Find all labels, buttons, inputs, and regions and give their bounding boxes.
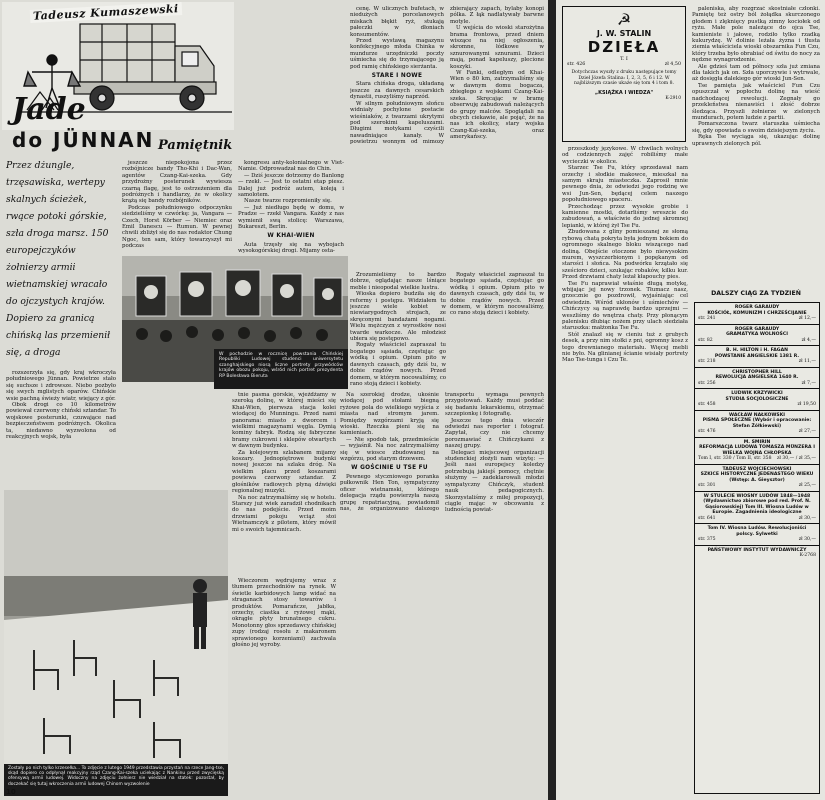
book-price: zł 30,— / zł 35,— — [776, 456, 816, 461]
paragraph: paleniska, aby rozgrzać skostniałe członki. Pamiętę też ostry ból żołądka skurczonego głodem i zlęknięcy pustką zimny kociołek od ryżu. Małe pole należące do ojca Tse, kamieniste i jałowe, rodziło tylko rzadką kukurydzę. W dolinie leżała żyzna i tłusta ziemia właściciela wioski obszarnika Fun Czu, który trzeba było obrabiać od świtu do nocy za nędzne wynagrodzenie. — [692, 6, 820, 64]
book-author: M. SMIRIN — [743, 439, 771, 445]
paragraph: Na noc zatrzymaliśmy się w hotelu. Starszy już wiek zaradził chodnikach do nas podejście. Przed moim drzwiami pokoju wciąż stoi Wietnamczyk z pilotem, który mówił mi o swoich tajemnicach. — [232, 494, 336, 533]
paragraph: — Nie spodob tak, przedmieście — wyjaśnił. Na noc zatrzymaliśmy się w wiosce zbudowanej na wzgórzu, pod starym drzewem. — [340, 436, 439, 463]
paragraph: tnie pasma górskie, wjeżdżamy w szeroką dolinę, w której mieści się Khai-Wien, pierwsza stacja kolei wiodącej do Munningu. Przed nami panorama: miasto z dworcem i wielkimi magazynami węgla. Dymią kominy fabryk. Rodzą się fabryczne bramy cukrowni i sklepów otwartych w dawnym budynku. — [232, 392, 336, 450]
book-pages: str. 641 — [698, 515, 716, 521]
page-number: 10 — [6, 788, 16, 796]
paragraph: jeszcze niepokojona przez rozbójnicze bandy Tho-Khi i Dac-Wan, agentów Czang-Kai-szeka. Gdy przydrożny posterunek wywiesza czarną flagę, jest to ostrzeżeniem dla podróżnych i handlarzy, że w okolicy krążą się bandy rozbójników. — [122, 160, 232, 205]
paragraph: Rogaty właściciel zapraszał tu bogatego sąsiada, częstując go wódką i opium. Opium pito w dawnych czasach, gdy dziś tu, w dobie rządów nowych. Przed domem, w którym nocowaliśmy, co rano stoją dzieci i kobiety. — [450, 272, 544, 317]
ad-code: K-2910 — [665, 95, 681, 101]
right-column-2 — [692, 6, 820, 288]
book-author: ROGER GARAUDY — [734, 305, 780, 310]
continued-next-week: DALSZY CIĄG ZA TYDZIEŃ — [711, 290, 801, 297]
article-column-5b — [450, 272, 544, 388]
book-entry — [695, 388, 819, 410]
book-price: zł 4,— — [801, 337, 816, 343]
book-title: POWSTANIE ANGIELSKIE 1381 R. — [714, 353, 800, 359]
ad-pages: str. 426 — [567, 62, 586, 67]
paragraph: przeszkody językowe. W chwilach wolnych od codziennych zajęć robiliśmy małe wycieczki w okolice. — [562, 146, 688, 165]
book-entry — [695, 437, 819, 464]
paragraph: Za kolejowym szlabanem mijamy koszary. Jednopiętrowe budynki nowej jeszcze na szlaku dróg. Na wielkim placu przed koszarami powiewa czerwony sztandar. Z głośników radiowych płyną dźwięki regionalnej muzyki. — [232, 449, 336, 495]
book-pages: str. 458 — [698, 402, 716, 407]
book-author: CHRISTOPHER HILL — [732, 369, 782, 375]
book-entry — [695, 523, 819, 545]
article-column-5 — [350, 272, 446, 388]
subheading-khai-wien: W KHAI-WIEN — [267, 233, 315, 240]
book-price: zł 12,— — [798, 316, 816, 321]
paragraph: Nasze twarze rozpromieniły się. — [244, 198, 332, 205]
book-author: WACŁAW NAŁKOWSKI — [728, 412, 785, 418]
ad-volume: T. I — [620, 56, 628, 62]
book-pages: str. 375 — [698, 537, 716, 542]
book-price: zł 30,— — [798, 537, 816, 542]
paragraph: Tse Fu naprawiał właśnie długą motykę, wbijając jej nowy trzonek. Tłumacz nasz, grzecznie go pozdrowił, wyjaśniając cel odwiedzin. Wśród ukłonów i uśmiechów — Chińczycy są naprawdę bardzo uprzejmi — weszliśmy do wnętrza chaty. Przy płonącym palenisku dłubiąc nożem przy ulach siedziała staruszka: małżonka Tse Fu. — [562, 280, 688, 332]
paragraph: Ale gdzieś tam od północy szła już zmiana dla takich jak on. Szła uporczywie i wytrwale, aż dosięgła dalekiego gór wioski Jun-Sen. — [692, 63, 820, 83]
book-pages: str. 256 — [698, 380, 716, 386]
book-author: ROGER GARAUDY — [734, 326, 780, 332]
book-title: KOŚCIÓŁ, KOMUNIZM I CHRZEŚCIJANIE — [707, 310, 807, 316]
article-column-8 — [340, 392, 544, 794]
book-list-ad — [694, 302, 820, 794]
book-pages: str. 82 — [698, 337, 713, 343]
book-pages: Tom I, str. 330 / Tom II, str. 358 — [698, 456, 772, 461]
book-list — [695, 303, 819, 545]
paragraph: cenę. W ulicznych bufetach, w niedużych porcelanowych miskach błękit ryż, stukają pałeczki w dłoniach konsumentów. — [350, 6, 444, 38]
river-landing-photo — [4, 490, 228, 764]
paragraph: Pomarszczona twarz staruszka uśmiecha się, gdy opowiada o swoim dzisiejszym życiu. — [692, 121, 820, 134]
article-column-6 — [232, 392, 336, 574]
book-entry — [695, 367, 819, 389]
book-author: TADEUSZ WOJCIECHOWSKI — [722, 466, 792, 472]
book-pages: str. 218 — [698, 359, 716, 364]
bottom-code: K-2768 — [799, 553, 816, 558]
stalin-works-ad — [562, 6, 686, 142]
paragraph: Przed wystawą magazynu konfekcyjnego młoda Chinka w mundurze urzędniczki poczty uśmiecha się do trzymającego ją pod ramię chińskiego sierżanta. — [350, 38, 444, 70]
paragraph: Auta trzęsły się na wybojach wysokogórskiej drogi. Mijamy osta- — [238, 241, 344, 254]
book-price: zł 19,50 — [797, 402, 816, 407]
paragraph: Tse pamięta jak właściciel Fun Czu opuszczał w popłochu dolinę na wieść nadchodzącej rewolucji. Zegnały go przekleństwa nienawiści i złość dobrze śledząca. Przyszli żołnierze w zielonych mundurach, potem ludzie z partii. — [692, 82, 820, 121]
paragraph: Wieczorem wędrujemy wraz z tłumem przechodniów na rynek. W świetle karbidowych lamp widać na straganach stosy towarów i produktów. Pomarańcze, jabłka, orzechy, ciastka z ryżowej mąki, okrągłe płyty brunatnego cukru. Monotonny głos sprzedawcy chińskiej zupy (rodzaj rosołu z makaronem sprawionego korzeniami) zachwala głośno jej wyroby. — [232, 578, 336, 649]
title-pamietnik: Pamiętnik — [158, 138, 233, 153]
book-title: REWOLUCJA ANGIELSKA 1640 R. — [715, 375, 799, 380]
book-price: zł 30,— — [798, 515, 816, 521]
paragraph: Jeszcze tego dnia wieczór odwiedzi nas reporter i fotograf. Zapytał, czy nie chcemy porozmawiać z Chińczykami z naszej grupy. — [445, 417, 544, 450]
book-title: STUDIA SOCJOLOGICZNE — [725, 396, 789, 402]
book-entry — [695, 464, 819, 491]
subheading-tse-fu: W GOŚCINIE U TSE FU — [351, 465, 428, 472]
paragraph: Starzec Tse Fu, który sprzedawał nam orzechy i słodkie makowce, mieszkał na samym skraju miasteczka. Zaprosił mnie pewnego dnia, że odwiedzi jego rodzinę we wsi Jun-Sen, będącej celem naszego popołudniowego spaceru. — [562, 165, 688, 204]
article-column-7 — [232, 578, 336, 794]
paragraph: W Fanki, odległym od Khai-Wien o 80 km, zatrzymaliśmy się w dawnym domu bogacza, zbiegłego z wojskami Czang-Kai-szeka. Skręcając w bramę obserwuję zabudowań należących do grupy malców. Spoglądali na obcych ciekawie, ale pojąć, że na nas ich okolicy, stary wojska Czang-Kai-szeka, oraz amerykańscy. — [450, 70, 544, 141]
book-title: GRAMATYKA WOLNOŚCI — [726, 332, 788, 337]
book-pages: str. 301 — [698, 483, 716, 488]
book-title: REFORMACJA LUDOWA TOMASZA MÜNZERA I WIELKA WOJNA CHŁOPSKA — [699, 445, 815, 456]
article-column-4 — [350, 6, 544, 268]
book-price: zł 11,— — [798, 359, 816, 364]
paragraph: Stara chińska droga, układaną jeszcze za dawnych cesarskich dynastii, ruszyliśmy naprzód. — [350, 81, 444, 101]
book-author: LUDWIK KRZYWICKI — [731, 391, 783, 396]
right-page — [556, 0, 825, 800]
book-entry — [695, 410, 819, 437]
book-entry — [695, 303, 819, 324]
paragraph: — Już niedługo będę w domu, w Pradze — rzekł Vangara. Każdy z nas wymienił swą stolicę: Warszawa, Bukareszt, Berlin. — [238, 204, 344, 231]
book-title: Tom IV. Wiosna Ludów. Rewolucjoniści polscy. Sylwetki — [707, 526, 807, 537]
author-name: Tadeusz Kumaszewski — [30, 2, 182, 23]
book-pages: str. 476 — [698, 429, 716, 434]
book-price: zł 27,— — [798, 429, 816, 434]
ad-publisher: „KSIĄŻKA I WIEDZA" — [594, 89, 654, 96]
right-column-1 — [562, 146, 688, 794]
subheading-stare-i-nowe: STARE I NOWE — [371, 73, 423, 80]
paragraph: rozszerzyła się, gdy kraj wkroczyła południowego Jünnan. Powietrze stało się suchsze i zdrowsze. Niebo pozbyło się swych mglistych oparów. Chińskie wsie pachną świeży wiatr, wiejący z gór. — [6, 370, 116, 402]
paragraph: Zrozumieliśmy to bardzo dobrze, oglądając nasze lśniące meble i nieopodal wielkie lustra. — [350, 272, 446, 291]
book-entry — [695, 324, 819, 346]
book-entry — [695, 345, 819, 367]
paragraph: W silnym południowym słońcu widniały pochylone postacie wieśniaków, z twarzami ukrytymi pod szerokimi kapeluszami. Długimi motykami czyścili nawadniające kanały. W powietrzu wonnym od mimozy zbierający zapach, bylaby konopi pólka. Z łąk nadlatywały barwne motyle. — [350, 6, 544, 146]
paragraph: Ręka Tse wyciąga się, ukazując dolinę uprawnych zielonych pól. — [692, 134, 820, 147]
article-column-3 — [238, 160, 344, 254]
book-title: W STULECIE WIOSNY LUDÓW 1848—1948 (Wydawnictwo zbiorowe pod red. Prof. N. Gąsiorowskiej) Tom III. Wiosna Ludów w Europie. Zagadnienia ideologiczne — [703, 493, 811, 515]
paragraph: Wioska dopiero budziła się do reformy i postępu. Widziałem tu jeszcze wiele kobiet w niewiarygodnych strojach, ze skręconymi bandażami nogami. Wielu mężczyzn z wyrostków nosi twarde warkocze. Ale młodzież ubiera się postępowo. — [350, 291, 446, 343]
book-entry — [695, 491, 819, 524]
handwritten-intro: Przez dżungle, trzęsawiska, wertepy skalnych ścieżek, rwące potoki górskie, szła droga marsz. 150 europejczyków żołnierzy armii wietnamskiej wracało do ojczystych krajów. Dopiero za granicą chińską las przemienił się, a droga — [6, 160, 111, 358]
hammer-sickle-icon: ☭ — [616, 10, 632, 29]
paragraph: Podczas południowego odpoczynku siedzieliśmy w czwórkę: ja, Vangara — Czech, Horst Körber — Niemiec oraz Emil Danescu — Rumun. W pewnej chwili zbliżył się do nas redaktor Chung Ngoc, ten sam, który towarzyszył mi podczas — [122, 204, 232, 250]
article-column-1 — [6, 370, 116, 485]
title-jade: Jade — [12, 92, 86, 127]
title-junnan: do JÜNNAN — [12, 128, 155, 152]
article-column-2 — [122, 160, 232, 254]
paragraph: Rogaty właściciel zapraszał tu bogatego sąsiada, częstując go wódką i opium. Opium pito w dawnych czasach, gdy dziś tu, w dobie rządów nowych. Przed domem, w którym nocowaliśmy, co rano stoją dzieci i kobiety. — [350, 342, 446, 387]
book-title: PISMA SPOŁECZNE (Wybór i opracowanie: Stefan Żółkiewski) — [702, 418, 812, 429]
paragraph: Delegaci miejscowej organizacji studenckiej złożyli nam wizytę: — Jeśli nasi europejscy koledzy potrzebują jakiejś pomocy, chętnie służymy — zadeklarowali młodzi sympatyczny Chińczyk, student nauk pedagogicznych. Skorzystaliśmy z miłej propozycji, ciągle mając w obcowaniu z ludnością powiat- — [445, 449, 544, 514]
paragraph: U wejścia do wioski starożytna brama frontowa, przed dniem wiszące na niej ogłoszenia, skromne, łódkowe w sznurowanymi sznurami. Dzieci mają, ponad kapeluszy, plecione koszyki. — [450, 25, 544, 70]
paragraph: kongresu anty-kolonialnego w Viet-Namie. Odprowadzał nas do Chin. — [238, 160, 344, 173]
river-landing-caption: Zostały po nich tylko krzesełka... To zdjęcie z lutego 1949 przedstawia przystań na rzece Jang-tse, skąd dopiero co odpłynął reakcyjny rząd Czang-Kai-szeka uciekając z Nankinu przed zwycięską ofensywą armii ludowej. Widoczny na zdjęciu żołnierz nie wiedział na statek: pozostał, by doczekać się tutaj wkroczenia armii ludowej Chinom wyzwolenie — [4, 764, 228, 796]
bottom-publisher: PAŃSTWOWY INSTYTUT WYDAWNICZY — [707, 547, 807, 553]
book-price: zł 7,— — [801, 380, 816, 386]
paragraph: Na szerokiej drodze, ukośnie wiodącej pod stołami biegną ryżowe pola do wielkiego wyjścia z miasta nad stromym jarem. Pomiędzy wzgórzami kryją się wioski. Rzeczka pieni się na kamieniach. — [340, 392, 439, 437]
paragraph: Pewnego styczniowego poranka pułkownik Hen Ton, sympatyczny oficer wietnamski, którego delegacja rządu powierzyła naszą grupę repatriacyjną, powiadomił nas, że organizowano dalszego transportu wymaga pewnych przygotowań. Każdy musi poddać się badaniu lekarskiemu, otrzymać szczepionkę i fotografię. — [340, 392, 544, 512]
book-price: zł 25,— — [798, 483, 816, 488]
paragraph: — Dziś jeszcze dotrzemy do Banlong — rzekł. — Jest to ostatni etap piesz. Dalej już podróż autem, koleją i samolotem. — [238, 172, 344, 199]
river-landing-illustration — [4, 490, 228, 764]
ad-text: Dotychczas wyszły z druku następujące tomy Dzieł Józefa Stalina: I, 2, 3, 5, 6 i 12. W najbliższym czasie ukaże się tom 4 i tom 8. — [571, 70, 677, 87]
book-title: SZKICE HISTORYCZNE JEDENASTEGO WIEKU (Wstęp: A. Gieysztor) — [700, 472, 814, 483]
page-gutter — [548, 0, 556, 800]
ad-price: zł 4,50 — [664, 62, 681, 67]
book-pages: str. 241 — [698, 316, 716, 321]
ad-author: J. W. STALIN — [596, 29, 652, 38]
paragraph: Zbudowana z gliny pomieszanej ze słomą rybową chatą pokryta była jednym bokiem do ogromnego skalnego bloku wiszącego nad doliną. Obejście otoczone było niewysokim murem, wyszczerbionym i popękanym od starości i słońca. Na podwórku krzątało się sześcioro dzieci, szukając robaków, kilku kur. Przed drzwiami chaty leżał kłapouchy pies. — [562, 229, 688, 281]
paragraph: Stół znalazł się w cieniu tuż z grubych desek, a przy nim stołki z pni, ogromny kosz z tego drewnianego materiału. Więcej mebli nie było. Na glinianej ścianie wisiały portrety Mao Tse-tunga i Czu Te. — [562, 331, 688, 364]
paragraph: Obok drogi co 10 kilometrów powiewał czerwony chiński sztandar. To wojskowe posterunki, czuwające nad bezpieczeństwem podróżnych. Okolica ta, niedawno wyzwolona od reakcyjnych wojsk, była — [6, 402, 116, 441]
parade-photo-caption: W pochodzie w rocznicę powstania Chińskiej Republiki Ludowej studenci uniwersytetu szanghajskiego niosą liczne portrety przywódców krajów obozu pokoju, wśród nich portret prezydenta RP Bolesława Bieruta — [214, 349, 348, 389]
book-author: B. H. HILTON i H. FAGAN — [726, 348, 788, 353]
ad-title: DZIEŁA — [587, 38, 661, 56]
paragraph: Przechodząc przez wysokie grobie i kamienne mostki, dotarliśmy wreszcie do zabudowań, a właściwie do jednej skromnej lepianki, w której żył Tse Fu. — [562, 203, 688, 229]
